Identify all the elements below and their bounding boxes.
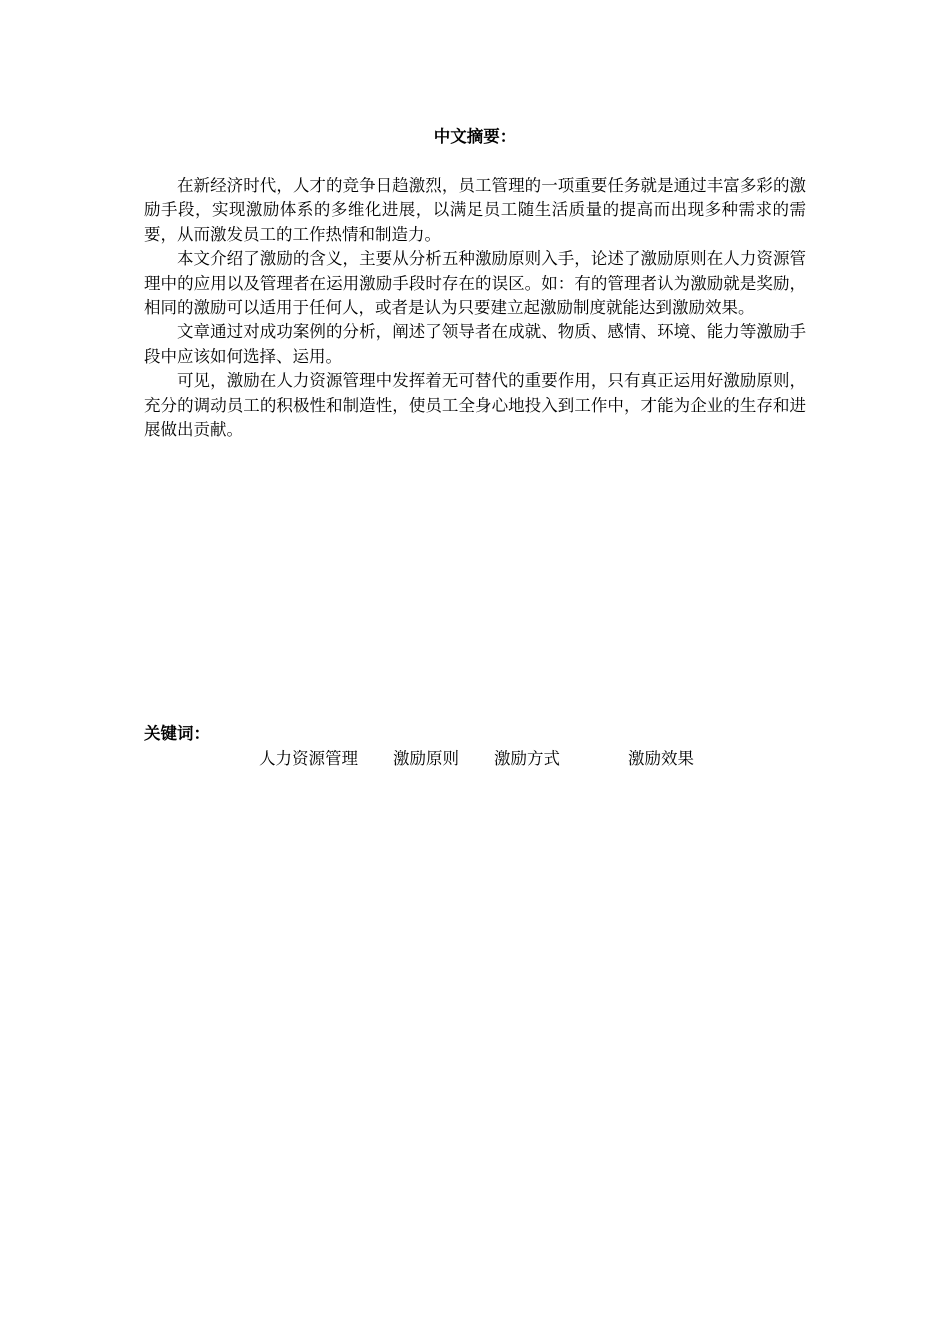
abstract-title: 中文摘要：: [433, 127, 517, 146]
keywords-list: [0, 747, 950, 771]
keyword-item: 激励方式: [494, 749, 560, 768]
keyword-item: 激励原则: [393, 749, 459, 768]
abstract-paragraph-2: 本文介绍了激励的含义，主要从分析五种激励原则入手，论述了激励原则在人力资源管理中的应用以及管理者在运用激励手段时存在的误区。如：有的管理者认为激励就是奖励，相同的激励可以适用于任何人，或者是认为只要建立起激励制度就能达到激励效果。: [144, 249, 806, 318]
keywords-label: 关键词：: [144, 724, 210, 743]
abstract-body: [144, 174, 806, 442]
abstract-paragraph-4: 可见，激励在人力资源管理中发挥着无可替代的重要作用，只有真正运用好激励原则，充分的调动员工的积极性和制造性，使员工全身心地投入到工作中，才能为企业的生存和进展做出贡献。: [144, 371, 806, 440]
abstract-paragraph-3: 文章通过对成功案例的分析，阐述了领导者在成就、物质、感情、环境、能力等激励手段中应该如何选择、运用。: [144, 322, 806, 366]
keyword-item: 激励效果: [628, 749, 694, 768]
abstract-paragraph-1: 在新经济时代，人才的竞争日趋激烈，员工管理的一项重要任务就是通过丰富多彩的激励手段，实现激励体系的多维化进展，以满足员工随生活质量的提高而出现多种需求的需要，从而激发员工的工作热情和制造力。: [144, 176, 806, 244]
keyword-item: 人力资源管理: [259, 749, 358, 768]
